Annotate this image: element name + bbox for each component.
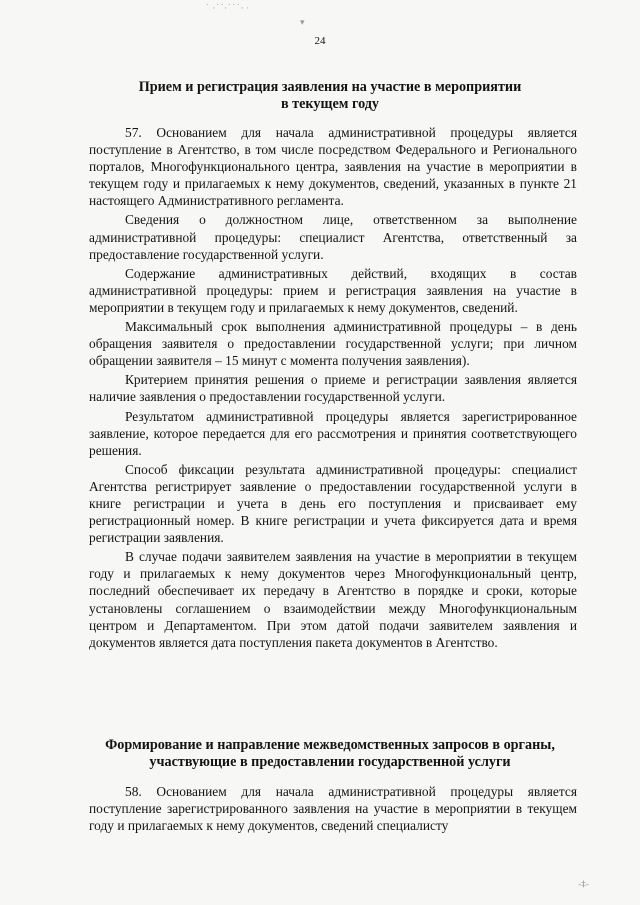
- section-heading: [80, 737, 580, 771]
- section-heading: [80, 79, 580, 113]
- section-body: [89, 783, 577, 836]
- heading-line: Прием и регистрация заявления на участие в мероприятии: [138, 79, 522, 95]
- paragraph: 58. Основанием для начала административной процедуры является поступление зарегистрированного заявления на участие в мероприятии в текущем году и прилагаемых к нему документов, сведений специалисту: [89, 784, 577, 834]
- paragraph: Результатом административной процедуры является зарегистрированное заявление, которое передается для его рассмотрения и принятия соответствующего решения.: [89, 408, 577, 458]
- paragraph: Содержание административных действий, входящих в состав административной процедуры: прием и регистрация заявления на участие в мероприятии в текущем году и прилагаемых к нему документов, сведений.: [89, 265, 577, 315]
- heading-line: Формирование и направление межведомственных запросов в органы,: [105, 737, 555, 753]
- heading-line: участвующие в предоставлении государственной услуги: [149, 754, 511, 770]
- paragraph: Способ фиксации результата административной процедуры: специалист Агентства регистрирует заявление о предоставлении государственной услуги в книге регистрации и учета в день его поступления и присваивает ему регистрационный номер. В книге регистрации и учета фиксируется дата и время регистрации заявления.: [89, 461, 577, 546]
- paragraph: Критерием принятия решения о приеме и регистрации заявления является наличие заявления о предоставлении государственной услуги.: [89, 372, 577, 405]
- paragraph: Максимальный срок выполнения административной процедуры – в день обращения заявителя о предоставлении государственной услуги; при личном обращении заявителя – 15 минут с момента получения заявления).: [89, 319, 577, 369]
- heading-line: в текущем году: [280, 96, 380, 112]
- paragraph: Сведения о должностном лице, ответственном за выполнение административной процедуры: специалист Агентства, ответственный за предоставление государственной услуги.: [89, 212, 577, 262]
- page-number: 24: [314, 35, 326, 47]
- scan-artifact: ▾: [300, 18, 305, 28]
- scan-artifact: -‡-: [578, 880, 589, 890]
- paragraph: 57. Основанием для начала административной процедуры является поступление в Агентство, в том числе посредством Федерального и Регионального порталов, Многофункционального центра, заявления на участие в мероприятии в текущем году и прилагаемых к нему документов, сведений, указанных в пункте 21 настоящего Административного регламента.: [89, 125, 577, 209]
- scan-artifact: ˙ ·˙˙·˙˙˙· ·: [205, 4, 250, 14]
- section-body: [89, 124, 577, 653]
- paragraph: В случае подачи заявителем заявления на участие в мероприятии в текущем году и прилагаемых к нему документов через Многофункциональный центр, последний обеспечивает их передачу в Агентство в порядке и сроки, которые установлены соглашением о взаимодействии между Многофункциональным центром и Департаментом. При этом датой подачи заявителем заявления и документов является дата поступления пакета документов в Агентство.: [89, 549, 577, 650]
